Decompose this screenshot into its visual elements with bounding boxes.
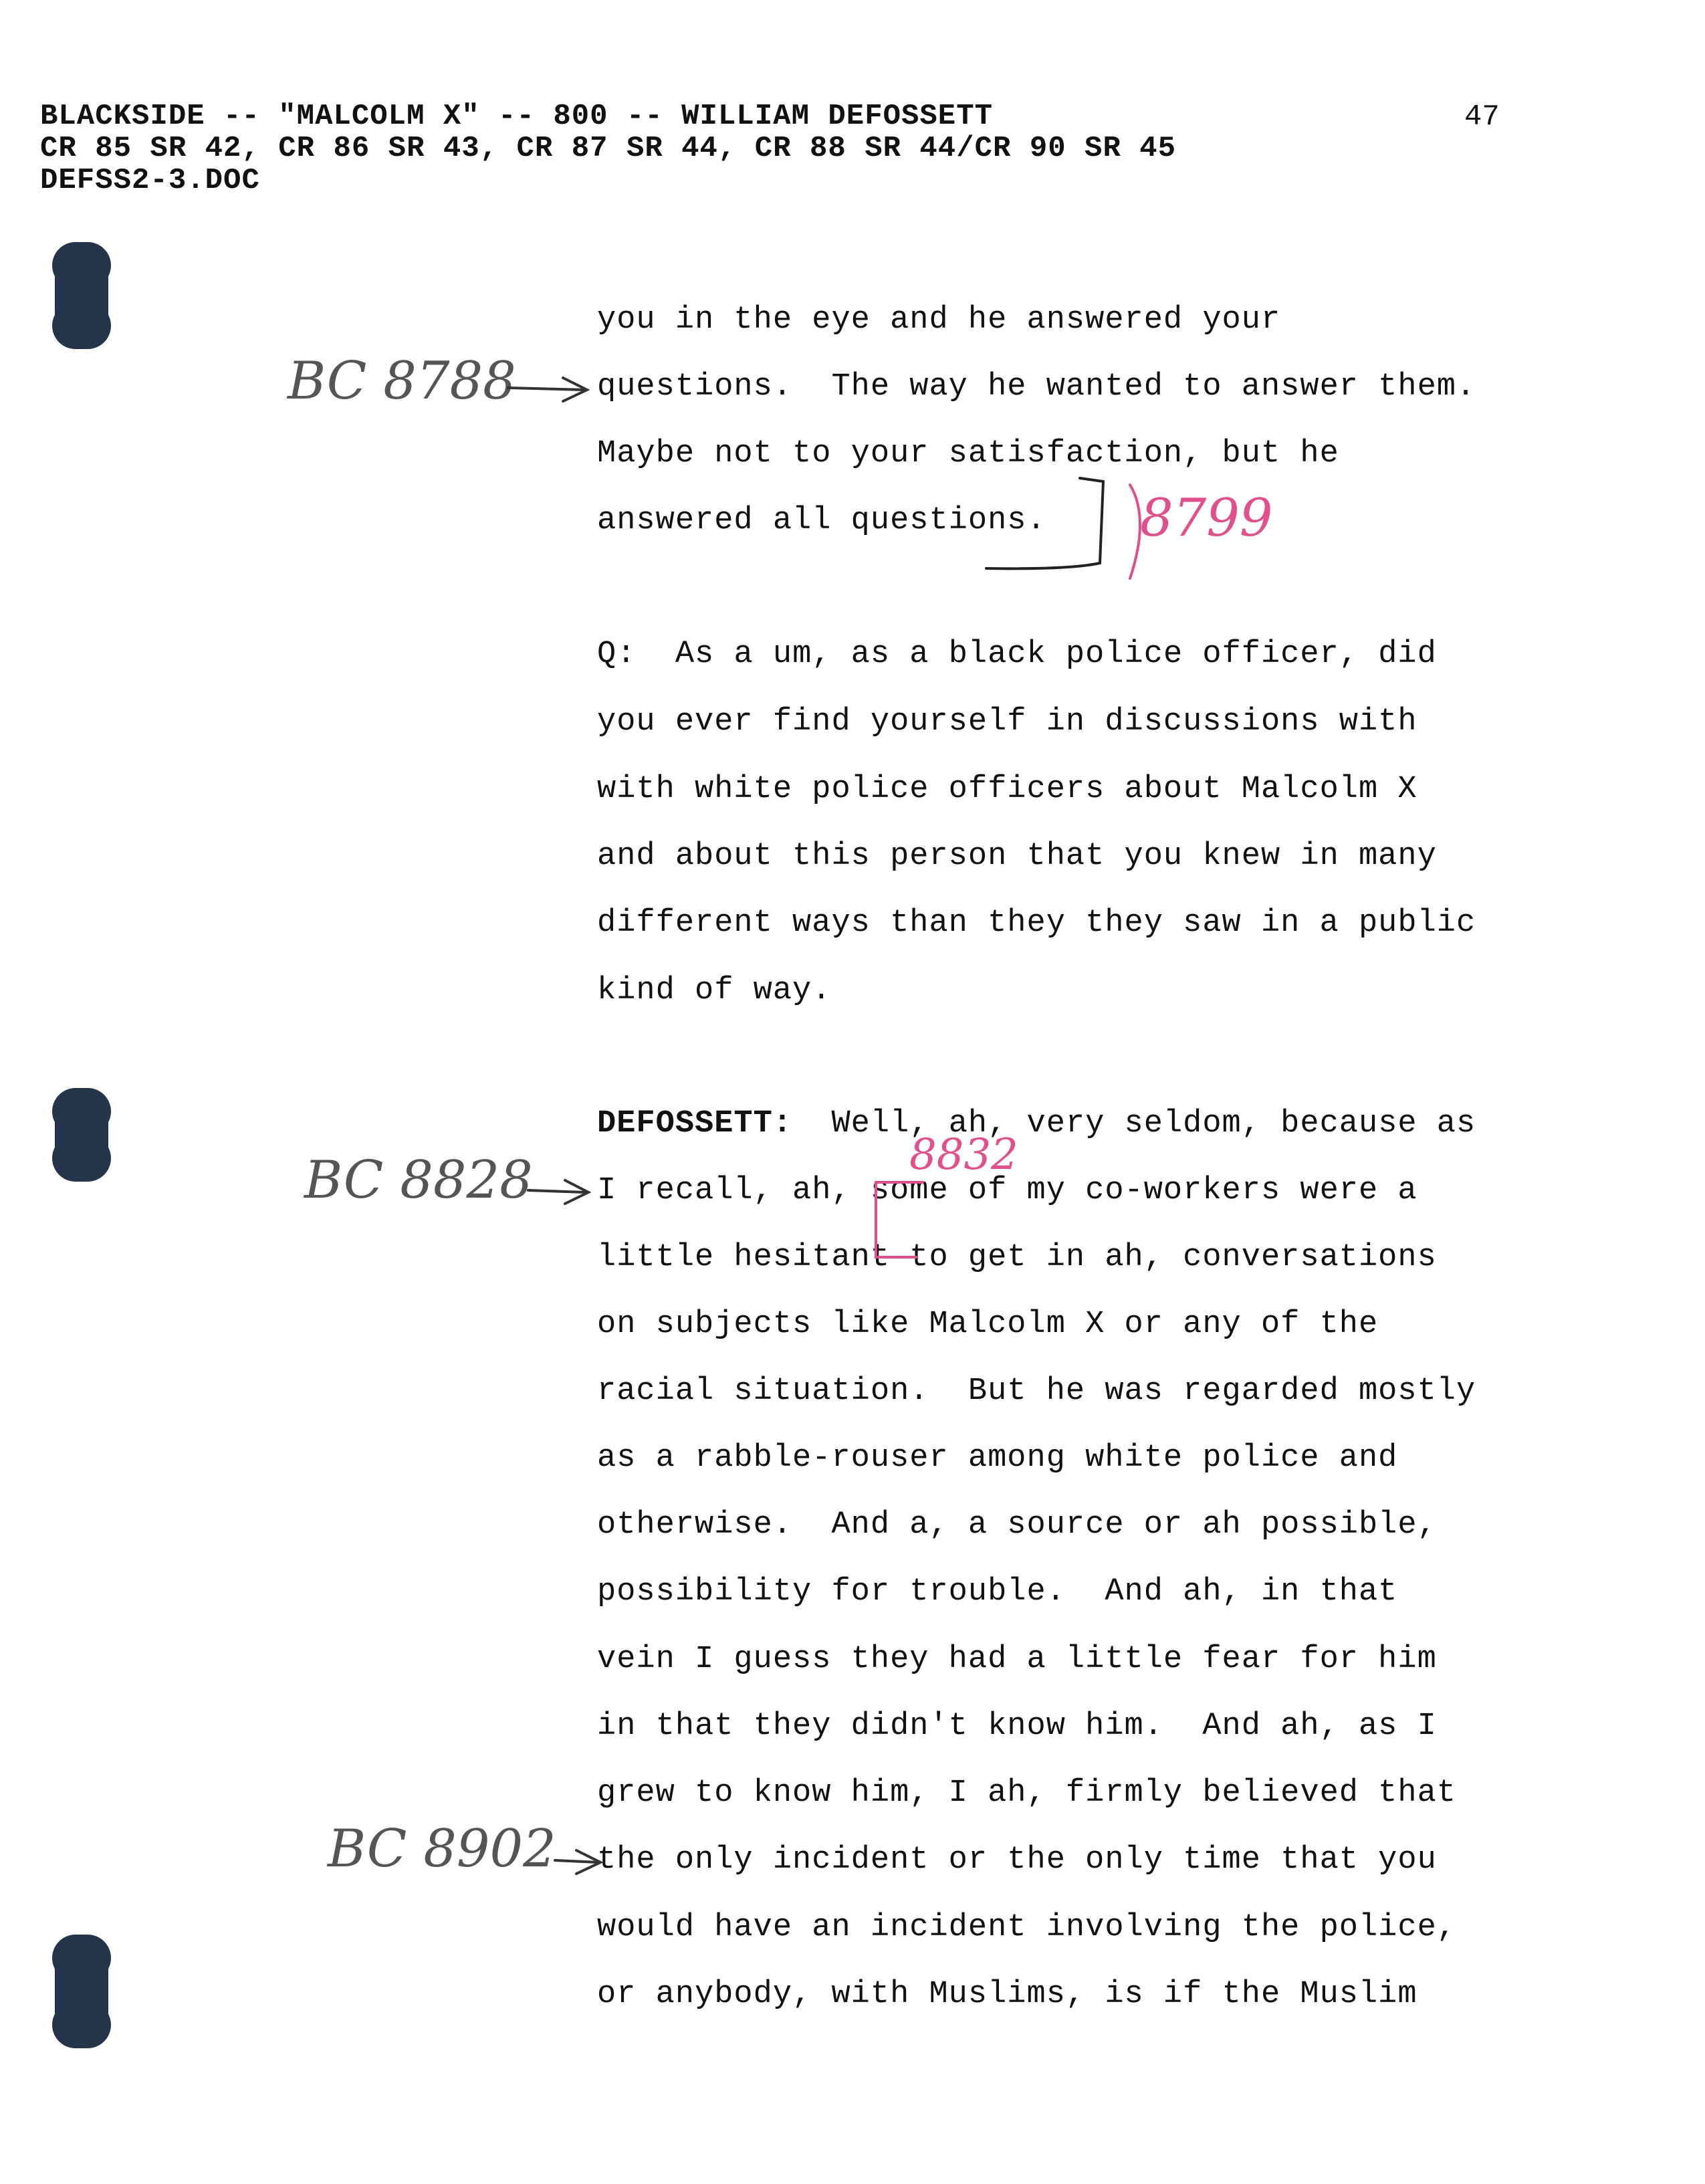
body-line: vein I guess they had a little fear for him [597, 1642, 1437, 1677]
body-line: Maybe not to your satisfaction, but he [597, 436, 1339, 471]
header-line-3: DEFSS2-3.DOC [40, 164, 260, 197]
timecode-annotation: BC 8828 [304, 1150, 533, 1210]
body-line: different ways than they they saw in a public [597, 905, 1476, 941]
body-line: on subjects like Malcolm X or any of the [597, 1307, 1379, 1342]
body-line: and about this person that you knew in many [597, 839, 1437, 874]
header-line-1: BLACKSIDE -- "MALCOLM X" -- 800 -- WILLIAM DEFOSSETT [40, 100, 994, 133]
body-line: you ever find yourself in discussions with [597, 704, 1417, 740]
body-line: grew to know him, I ah, firmly believed that [597, 1775, 1457, 1811]
arrow-icon [555, 1850, 600, 1874]
body-line: with white police officers about Malcolm X [597, 772, 1417, 807]
bracket-mark [1130, 485, 1140, 578]
page-number: 47 [1464, 100, 1500, 134]
body-line: or anybody, with Muslims, is if the Muslim [597, 1977, 1417, 2012]
bracket-mark [986, 478, 1103, 568]
body-line: as a rabble-rouser among white police and [597, 1440, 1398, 1476]
question-text: As a um, as a black police officer, did [675, 637, 1437, 672]
answer-text: Well, ah, very seldom, because as [831, 1106, 1476, 1141]
body-line: you in the eye and he answered your [597, 302, 1281, 338]
question-label: Q: [597, 637, 637, 672]
bracket-mark [876, 1182, 923, 1257]
arrow-icon [508, 378, 587, 401]
body-line: kind of way. [597, 973, 832, 1008]
timecode-annotation: BC 8902 [328, 1819, 556, 1879]
body-line: answered all questions. [597, 503, 1046, 538]
speaker-label: DEFOSSETT: [597, 1106, 793, 1141]
body-line: I recall, ah, some of my co-workers were a [597, 1173, 1417, 1208]
body-line: racial situation. But he was regarded mostly [597, 1374, 1476, 1409]
timecode-annotation: BC 8788 [288, 351, 516, 411]
body-line: otherwise. And a, a source or ah possible, [597, 1507, 1437, 1543]
header-line-2: CR 85 SR 42, CR 86 SR 43, CR 87 SR 44, CR 88 SR 44/CR 90 SR 45 [40, 132, 1177, 165]
timecode-annotation: 8832 [909, 1130, 1018, 1180]
body-line: would have an incident involving the police, [597, 1910, 1457, 1945]
body-line: the only incident or the only time that you [597, 1842, 1437, 1878]
body-line: little hesitant to get in ah, conversations [597, 1240, 1437, 1275]
arrow-icon [528, 1180, 588, 1204]
body-line: in that they didn't know him. And ah, as I [597, 1709, 1437, 1744]
timecode-annotation: 8799 [1140, 488, 1273, 548]
body-line: possibility for trouble. And ah, in that [597, 1574, 1398, 1610]
body-line: questions. The way he wanted to answer them. [597, 369, 1476, 405]
